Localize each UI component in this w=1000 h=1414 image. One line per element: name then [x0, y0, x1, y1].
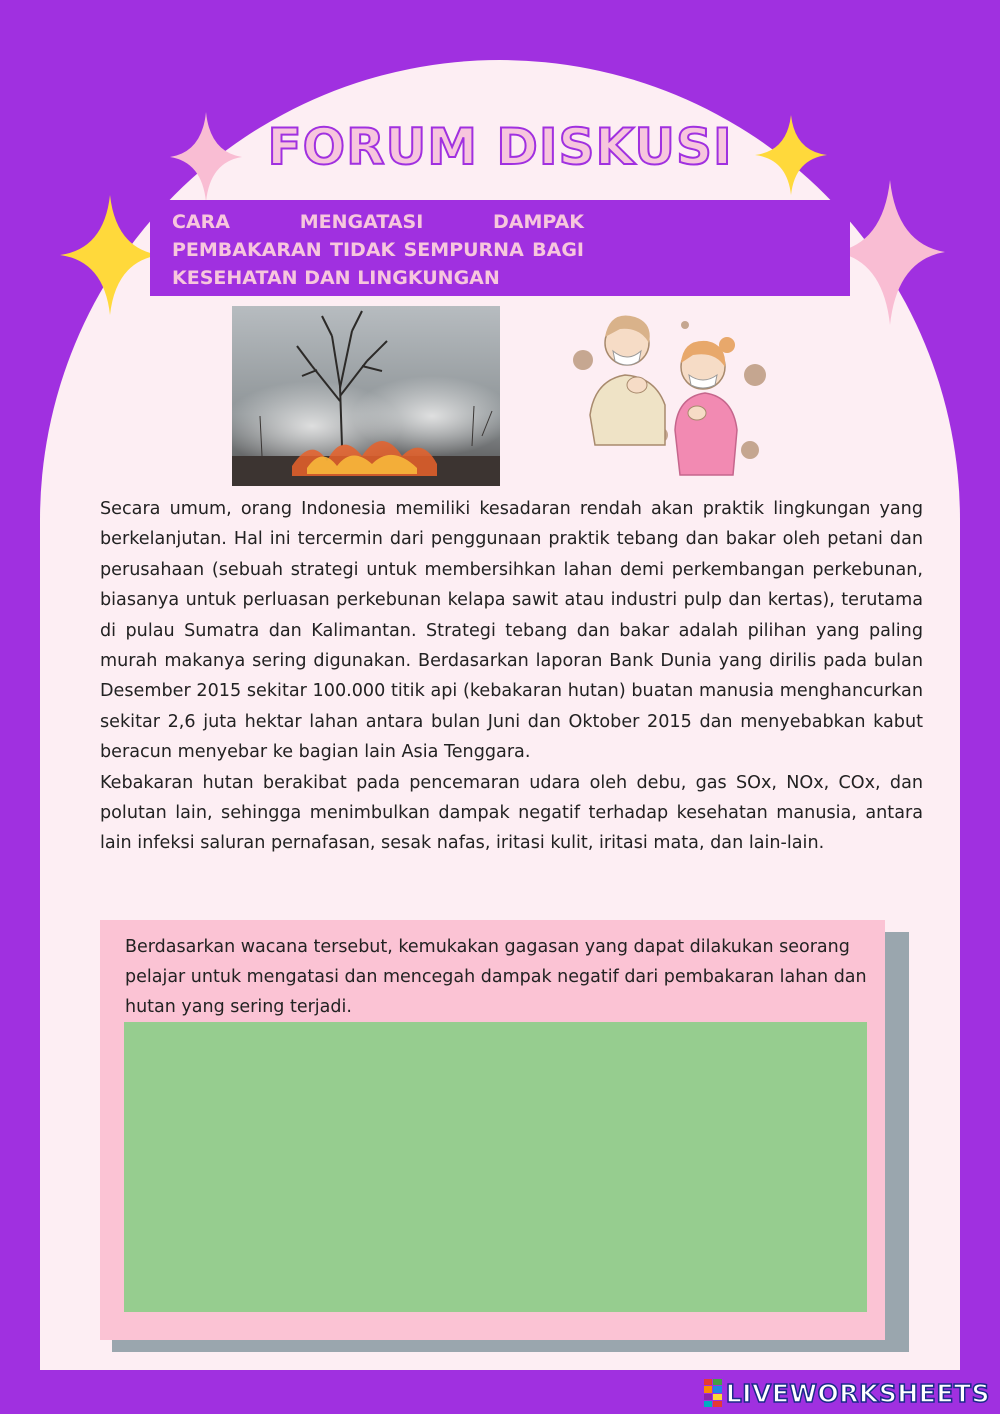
forest-fire-photo	[232, 306, 500, 486]
liveworksheets-branding	[704, 1378, 990, 1408]
liveworksheets-logo-icon	[704, 1379, 722, 1407]
page-title: FORUM DISKUSI	[267, 118, 733, 176]
branding-text: LIVEWORKSHEETS	[725, 1378, 990, 1408]
subtitle-banner	[150, 200, 850, 296]
people-coughing-illustration	[565, 305, 785, 480]
article-paragraph: Kebakaran hutan berakibat pada pencemaran udara oleh debu, gas SOx, NOx, COx, dan polutan lain, sehingga menimbulkan dampak negatif terhadap kesehatan manusia, antara lain infeksi saluran pernafasan, sesak nafas, iritasi kulit, iritasi mata, dan lain-lain.	[100, 772, 923, 854]
subtitle-text: CARA MENGATASI DAMPAK PEMBAKARAN TIDAK SEMPURNA BAGI KESEHATAN DAN LINGKUNGAN	[172, 211, 584, 289]
question-text: Berdasarkan wacana tersebut, kemukakan gagasan yang dapat dilakukan seorang pelajar untuk mengatasi dan mencegah dampak negatif dari pembakaran lahan dan hutan yang sering terjadi.	[125, 937, 867, 1017]
yellow-star-icon	[60, 195, 160, 315]
article-paragraph: Secara umum, orang Indonesia memiliki kesadaran rendah akan praktik lingkungan yang berkelanjutan. Hal ini tercermin dari penggunaan praktik tebang dan bakar oleh petani dan perusahaan (sebuah strategi untuk membersihkan lahan demi perkembangan perkebunan, biasanya untuk perluasan perkebunan kelapa sawit atau industri pulp dan kertas), terutama di pulau Sumatra dan Kalimantan. Strategi tebang dan bakar adalah pilihan yang paling murah makanya sering digunakan. Berdasarkan laporan Bank Dunia yang dirilis pada bulan Desember 2015 sekitar 100.000 titik api (kebakaran hutan) buatan manusia menghancurkan sekitar 2,6 juta hektar lahan antara bulan Juni dan Oktober 2015 dan menyebabkan kabut beracun menyebar ke bagian lain Asia Tenggara.	[100, 499, 923, 763]
pink-star-icon	[835, 180, 945, 325]
answer-field[interactable]	[124, 1022, 867, 1312]
article-body	[100, 494, 923, 859]
question-box	[100, 920, 885, 1340]
